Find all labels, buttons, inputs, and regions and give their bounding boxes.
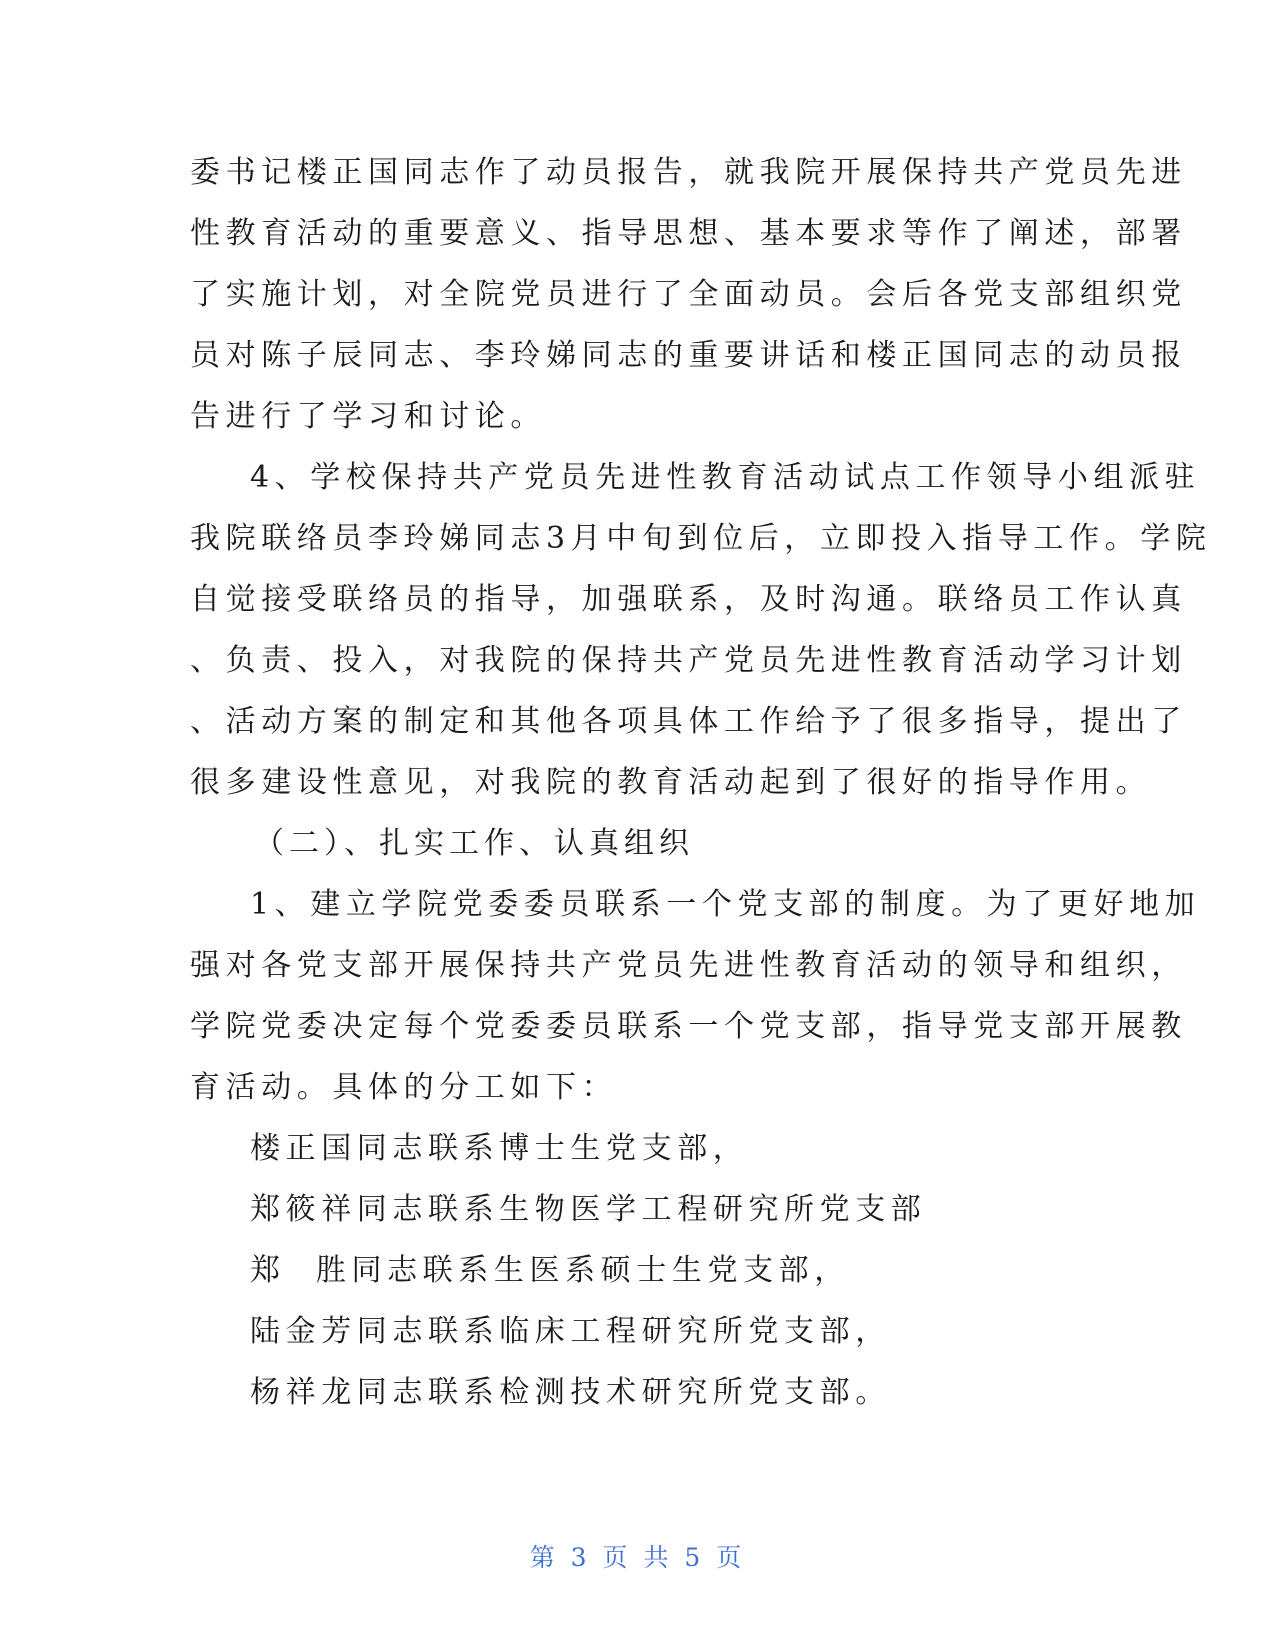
text-line: 学院党委决定每个党委委员联系一个党支部，指导党支部开展教: [190, 1009, 1187, 1044]
text-line: 了实施计划，对全院党员进行了全面动员。会后各党支部组织党: [190, 277, 1187, 312]
paragraph-committee-system: [190, 874, 1201, 1118]
text-line: 、负责、投入，对我院的保持共产党员先进性教育活动学习计划: [190, 643, 1187, 678]
text-line: 1、建立学院党委委员联系一个党支部的制度。为了更好地加: [250, 887, 1201, 922]
text-line: 很多建设性意见，对我院的教育活动起到了很好的指导作用。: [190, 765, 1152, 800]
paragraph-continued: [190, 142, 1187, 447]
text-line: 告进行了学习和讨论。: [190, 399, 546, 434]
text-line: 育活动。具体的分工如下：: [190, 1070, 618, 1105]
document-body: [190, 142, 1212, 1423]
text-line: 我院联络员李玲娣同志3月中旬到位后，立即投入指导工作。学院: [190, 521, 1212, 556]
text-line: 自觉接受联络员的指导，加强联系，及时沟通。联络员工作认真: [190, 582, 1187, 617]
assignment-item: 陆金芳同志联系临床工程研究所党支部，: [250, 1314, 891, 1349]
text-line: 强对各党支部开展保持共产党员先进性教育活动的领导和组织，: [190, 948, 1187, 983]
assignment-item: 郑筱祥同志联系生物医学工程研究所党支部: [250, 1192, 927, 1227]
assignment-item: 郑 胜同志联系生医系硕士生党支部，: [250, 1253, 850, 1288]
page-number-footer: 第 3 页 共 5 页: [529, 1543, 746, 1572]
assignment-item: 杨祥龙同志联系检测技术研究所党支部。: [250, 1375, 891, 1410]
section-heading: （二）、扎实工作、认真组织: [254, 826, 694, 861]
text-line: 性教育活动的重要意义、指导思想、基本要求等作了阐述，部署: [190, 216, 1187, 251]
assignment-list: [190, 1118, 1080, 1423]
text-line: 委书记楼正国同志作了动员报告，就我院开展保持共产党员先进: [190, 155, 1187, 190]
paragraph-liaison: [190, 447, 1212, 813]
assignment-item: 楼正国同志联系博士生党支部，: [250, 1131, 749, 1166]
text-line: 员对陈子辰同志、李玲娣同志的重要讲话和楼正国同志的动员报: [190, 338, 1187, 373]
text-line: 、活动方案的制定和其他各项具体工作给予了很多指导，提出了: [190, 704, 1187, 739]
text-line: 4、学校保持共产党员先进性教育活动试点工作领导小组派驻: [250, 460, 1201, 495]
